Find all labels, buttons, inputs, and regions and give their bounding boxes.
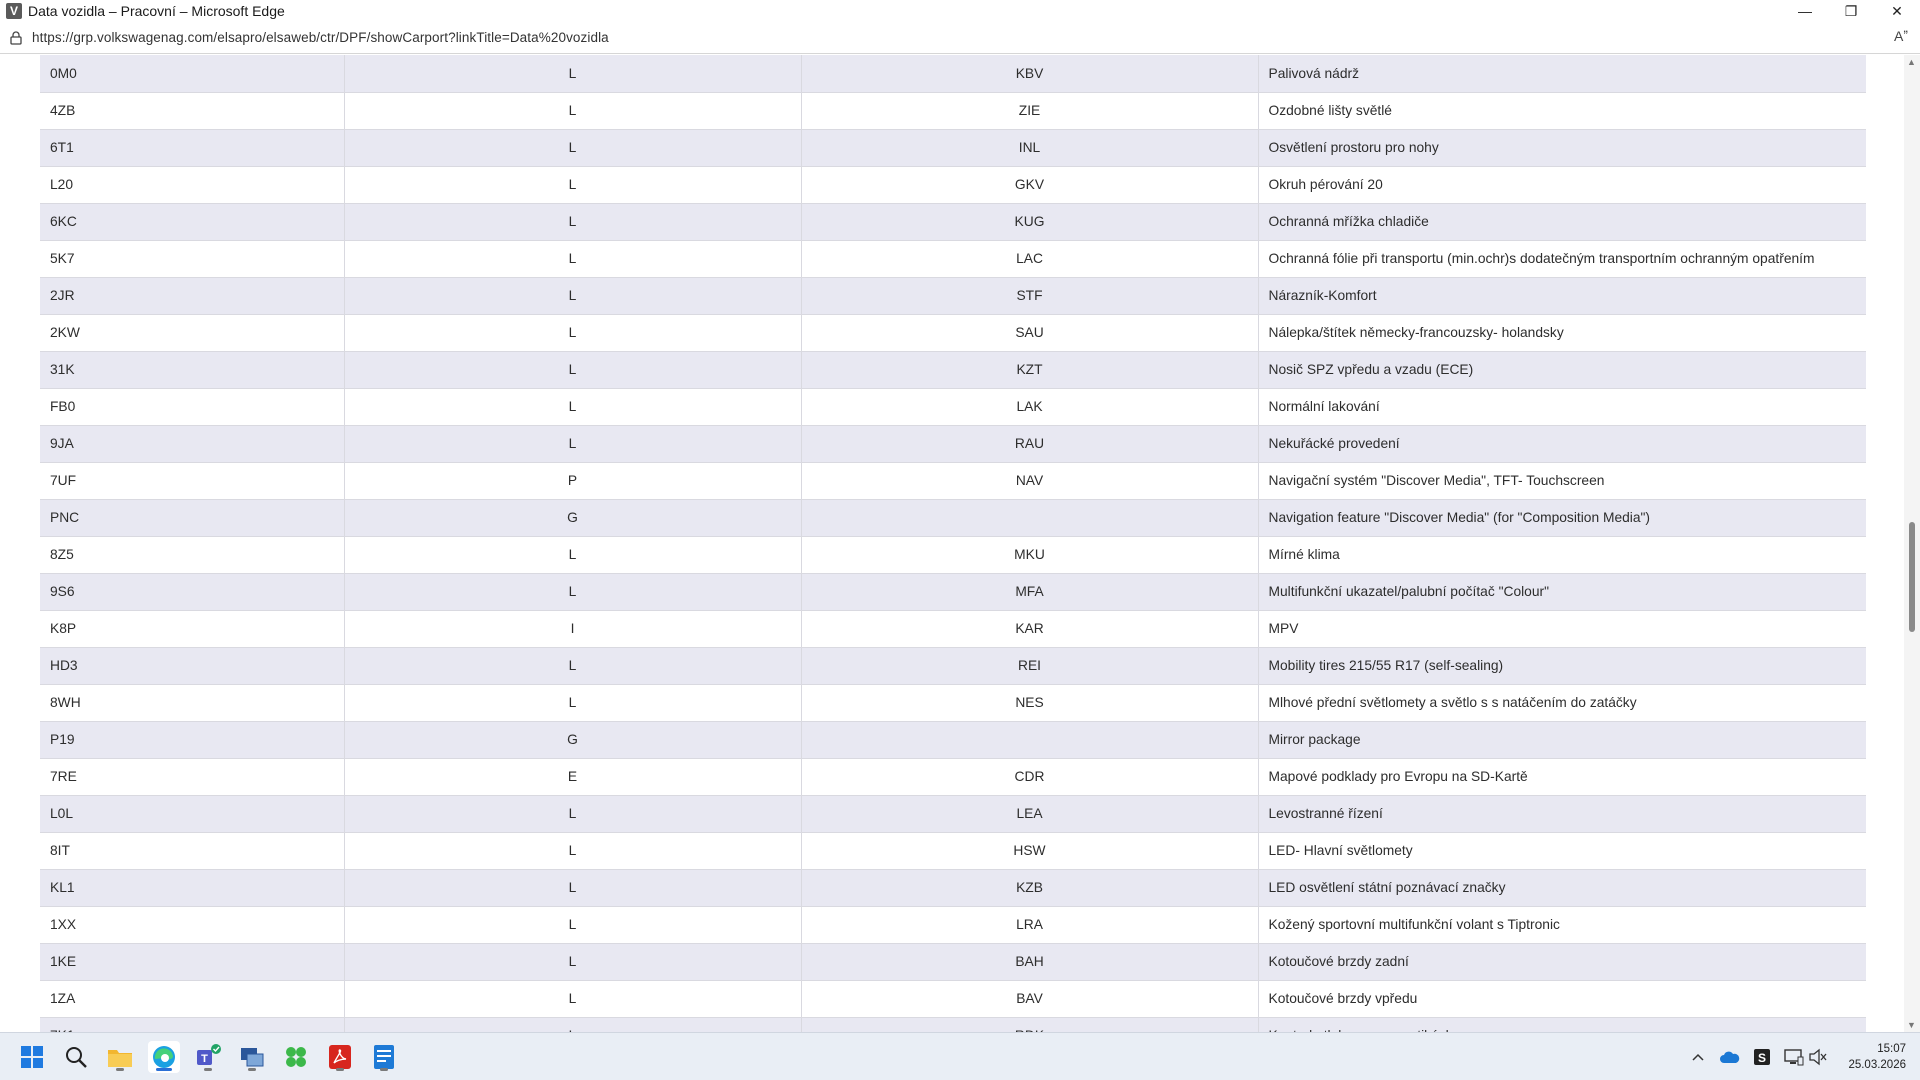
window-controls: [1782, 0, 1920, 22]
cell-code: FB0: [40, 388, 344, 425]
cell-family: GKV: [801, 166, 1258, 203]
cell-code: K8P: [40, 610, 344, 647]
cell-description: Ochranná mřížka chladiče: [1258, 203, 1866, 240]
cell-description: Osvětlení prostoru pro nohy: [1258, 129, 1866, 166]
cell-type: L: [344, 906, 801, 943]
start-button[interactable]: [16, 1041, 48, 1073]
cell-family: SAU: [801, 314, 1258, 351]
cell-code: 9JA: [40, 425, 344, 462]
cell-code: 8WH: [40, 684, 344, 721]
document-icon: [372, 1044, 396, 1070]
close-button[interactable]: ✕: [1891, 2, 1903, 19]
edge-button[interactable]: [148, 1041, 180, 1073]
cell-code: 1KE: [40, 943, 344, 980]
taskbar: [0, 1032, 1920, 1080]
cell-description: Okruh pérování 20: [1258, 166, 1866, 203]
cell-family: KAR: [801, 610, 1258, 647]
cell-family: LRA: [801, 906, 1258, 943]
table-row: [40, 536, 1866, 573]
url-text[interactable]: https://grp.volkswagenag.com/elsapro/elsaweb/ctr/DPF/showCarport?linkTitle=Data%20vozidla: [32, 30, 609, 45]
table-row: [40, 832, 1866, 869]
table-row: [40, 425, 1866, 462]
maximize-button[interactable]: ❐: [1844, 2, 1858, 19]
cell-family: LAC: [801, 240, 1258, 277]
cell-family: STF: [801, 277, 1258, 314]
table-row: [40, 203, 1866, 240]
table-body: [40, 55, 1866, 1054]
cell-description: Mapové podklady pro Evropu na SD-Kartě: [1258, 758, 1866, 795]
cell-family: MFA: [801, 573, 1258, 610]
cell-type: L: [344, 573, 801, 610]
cell-family: BAH: [801, 943, 1258, 980]
cell-type: L: [344, 55, 801, 92]
table-row: [40, 462, 1866, 499]
cell-type: G: [344, 721, 801, 758]
cell-type: L: [344, 129, 801, 166]
cell-code: 9S6: [40, 573, 344, 610]
table-row: [40, 166, 1866, 203]
security-app-icon[interactable]: [1752, 1047, 1772, 1067]
cell-family: HSW: [801, 832, 1258, 869]
scroll-down-icon[interactable]: ▼: [1907, 1020, 1916, 1030]
cell-description: Palivová nádrž: [1258, 55, 1866, 92]
cell-family: CDR: [801, 758, 1258, 795]
minimize-button[interactable]: —: [1798, 3, 1812, 19]
scroll-up-icon[interactable]: ▲: [1907, 57, 1916, 67]
cell-type: L: [344, 536, 801, 573]
cell-family: LEA: [801, 795, 1258, 832]
cell-family: NAV: [801, 462, 1258, 499]
remote-desktop-icon: [239, 1044, 265, 1070]
windows-icon: [20, 1045, 44, 1069]
cell-family: KZT: [801, 351, 1258, 388]
cell-description: Ozdobné lišty světlé: [1258, 92, 1866, 129]
cell-code: 4ZB: [40, 92, 344, 129]
running-indicator: [380, 1068, 388, 1071]
active-indicator: [156, 1068, 172, 1071]
cell-type: G: [344, 499, 801, 536]
cell-family: BAV: [801, 980, 1258, 1017]
table-row: [40, 351, 1866, 388]
running-indicator: [248, 1068, 256, 1071]
cell-code: 7UF: [40, 462, 344, 499]
cell-description: MPV: [1258, 610, 1866, 647]
cell-type: L: [344, 277, 801, 314]
cell-description: Kožený sportovní multifunkční volant s Tiptronic: [1258, 906, 1866, 943]
vehicle-data-table: [40, 55, 1866, 1055]
cell-description: Nárazník-Komfort: [1258, 277, 1866, 314]
cell-description: Mobility tires 215/55 R17 (self-sealing): [1258, 647, 1866, 684]
cell-family: ZIE: [801, 92, 1258, 129]
cell-type: I: [344, 610, 801, 647]
cell-code: 31K: [40, 351, 344, 388]
cell-description: Mlhové přední světlomety a světlo s s natáčením do zatáčky: [1258, 684, 1866, 721]
table-row: [40, 314, 1866, 351]
cell-description: LED- Hlavní světlomety: [1258, 832, 1866, 869]
window-title: Data vozidla – Pracovní – Microsoft Edge: [28, 3, 285, 19]
lock-icon[interactable]: [9, 31, 23, 45]
table-row: [40, 980, 1866, 1017]
table-row: [40, 573, 1866, 610]
clock[interactable]: [1848, 1041, 1906, 1073]
cell-type: L: [344, 166, 801, 203]
cell-family: REI: [801, 647, 1258, 684]
document-app-button[interactable]: [368, 1041, 400, 1073]
table-row: [40, 758, 1866, 795]
cell-description: Kotoučové brzdy zadní: [1258, 943, 1866, 980]
onedrive-icon[interactable]: [1720, 1047, 1740, 1067]
cell-code: 0M0: [40, 55, 344, 92]
vehicle-data-table-wrapper: [40, 55, 1866, 1055]
cell-family: KZB: [801, 869, 1258, 906]
cell-type: L: [344, 92, 801, 129]
scrollbar-thumb[interactable]: [1909, 522, 1915, 632]
table-row: [40, 610, 1866, 647]
cell-code: HD3: [40, 647, 344, 684]
cell-code: 8Z5: [40, 536, 344, 573]
cell-description: Nosič SPZ vpředu a vzadu (ECE): [1258, 351, 1866, 388]
table-row: [40, 795, 1866, 832]
svg-text:S: S: [1757, 1051, 1767, 1065]
table-row: [40, 129, 1866, 166]
table-row: [40, 721, 1866, 758]
cell-type: L: [344, 684, 801, 721]
cell-code: PNC: [40, 499, 344, 536]
running-indicator: [204, 1068, 212, 1071]
cell-family: KBV: [801, 55, 1258, 92]
clock-time: 15:07: [1877, 1043, 1906, 1055]
cell-code: 6T1: [40, 129, 344, 166]
cell-code: 8IT: [40, 832, 344, 869]
cell-type: L: [344, 795, 801, 832]
volume-muted-icon[interactable]: [1808, 1047, 1828, 1067]
cell-family: INL: [801, 129, 1258, 166]
cell-code: 7RE: [40, 758, 344, 795]
cell-type: L: [344, 314, 801, 351]
search-button[interactable]: [60, 1041, 92, 1073]
running-indicator: [116, 1068, 124, 1071]
cell-family: RAU: [801, 425, 1258, 462]
cell-type: L: [344, 388, 801, 425]
table-row: [40, 92, 1866, 129]
address-bar[interactable]: [0, 22, 1920, 54]
app-icon: V: [6, 3, 22, 19]
table-row: [40, 388, 1866, 425]
pdf-icon: [328, 1044, 352, 1070]
cell-code: 5K7: [40, 240, 344, 277]
cell-type: L: [344, 240, 801, 277]
acrobat-button[interactable]: [324, 1041, 356, 1073]
cell-code: L20: [40, 166, 344, 203]
table-row: [40, 240, 1866, 277]
teams-icon: [195, 1044, 221, 1070]
search-icon: [64, 1045, 88, 1069]
cell-code: 1XX: [40, 906, 344, 943]
clover-icon: [283, 1044, 309, 1070]
cell-description: Navigation feature "Discover Media" (for "Composition Media"): [1258, 499, 1866, 536]
page-content: [0, 55, 1920, 1032]
cell-family: MKU: [801, 536, 1258, 573]
remote-app-button[interactable]: [236, 1041, 268, 1073]
cell-type: L: [344, 943, 801, 980]
cell-type: L: [344, 980, 801, 1017]
cell-code: P19: [40, 721, 344, 758]
clock-date: 25.03.2026: [1848, 1059, 1906, 1071]
cell-description: Normální lakování: [1258, 388, 1866, 425]
running-indicator: [336, 1068, 344, 1071]
network-icon[interactable]: [1784, 1047, 1804, 1067]
cell-type: L: [344, 203, 801, 240]
cell-code: 2KW: [40, 314, 344, 351]
clover-app-button[interactable]: [280, 1041, 312, 1073]
cell-description: LED osvětlení státní poznávací značky: [1258, 869, 1866, 906]
cell-type: L: [344, 869, 801, 906]
show-hidden-icons-icon[interactable]: [1688, 1047, 1708, 1067]
table-row: [40, 55, 1866, 92]
file-explorer-button[interactable]: [104, 1041, 136, 1073]
cell-description: Nekuřácké provedení: [1258, 425, 1866, 462]
cell-family: KUG: [801, 203, 1258, 240]
cell-type: L: [344, 425, 801, 462]
cell-description: Ochranná fólie při transportu (min.ochr)s dodatečným transportním ochranným opatřením: [1258, 240, 1866, 277]
cell-type: L: [344, 647, 801, 684]
read-aloud-icon[interactable]: Aˮ: [1894, 28, 1908, 44]
teams-button[interactable]: [192, 1041, 224, 1073]
table-row: [40, 943, 1866, 980]
title-bar: [0, 0, 1920, 22]
cell-code: 1ZA: [40, 980, 344, 1017]
cell-code: 2JR: [40, 277, 344, 314]
table-row: [40, 647, 1866, 684]
svg-text:T: T: [201, 1053, 208, 1065]
table-row: [40, 499, 1866, 536]
cell-family: [801, 721, 1258, 758]
folder-icon: [107, 1046, 133, 1068]
cell-description: Kotoučové brzdy vpředu: [1258, 980, 1866, 1017]
table-row: [40, 869, 1866, 906]
cell-type: L: [344, 832, 801, 869]
cell-family: NES: [801, 684, 1258, 721]
cell-family: LAK: [801, 388, 1258, 425]
cell-description: Mírné klima: [1258, 536, 1866, 573]
cell-family: [801, 499, 1258, 536]
cell-type: L: [344, 351, 801, 388]
cell-type: P: [344, 462, 801, 499]
cell-description: Levostranné řízení: [1258, 795, 1866, 832]
cell-code: L0L: [40, 795, 344, 832]
table-row: [40, 906, 1866, 943]
table-row: [40, 684, 1866, 721]
cell-description: Nálepka/štítek německy-francouzsky- holandsky: [1258, 314, 1866, 351]
cell-description: Navigační systém "Discover Media", TFT- Touchscreen: [1258, 462, 1866, 499]
table-row: [40, 277, 1866, 314]
edge-icon: [151, 1044, 177, 1070]
vertical-scrollbar[interactable]: [1904, 55, 1920, 1032]
cell-code: KL1: [40, 869, 344, 906]
cell-code: 6KC: [40, 203, 344, 240]
cell-type: E: [344, 758, 801, 795]
cell-description: Mirror package: [1258, 721, 1866, 758]
cell-description: Multifunkční ukazatel/palubní počítač "Colour": [1258, 573, 1866, 610]
